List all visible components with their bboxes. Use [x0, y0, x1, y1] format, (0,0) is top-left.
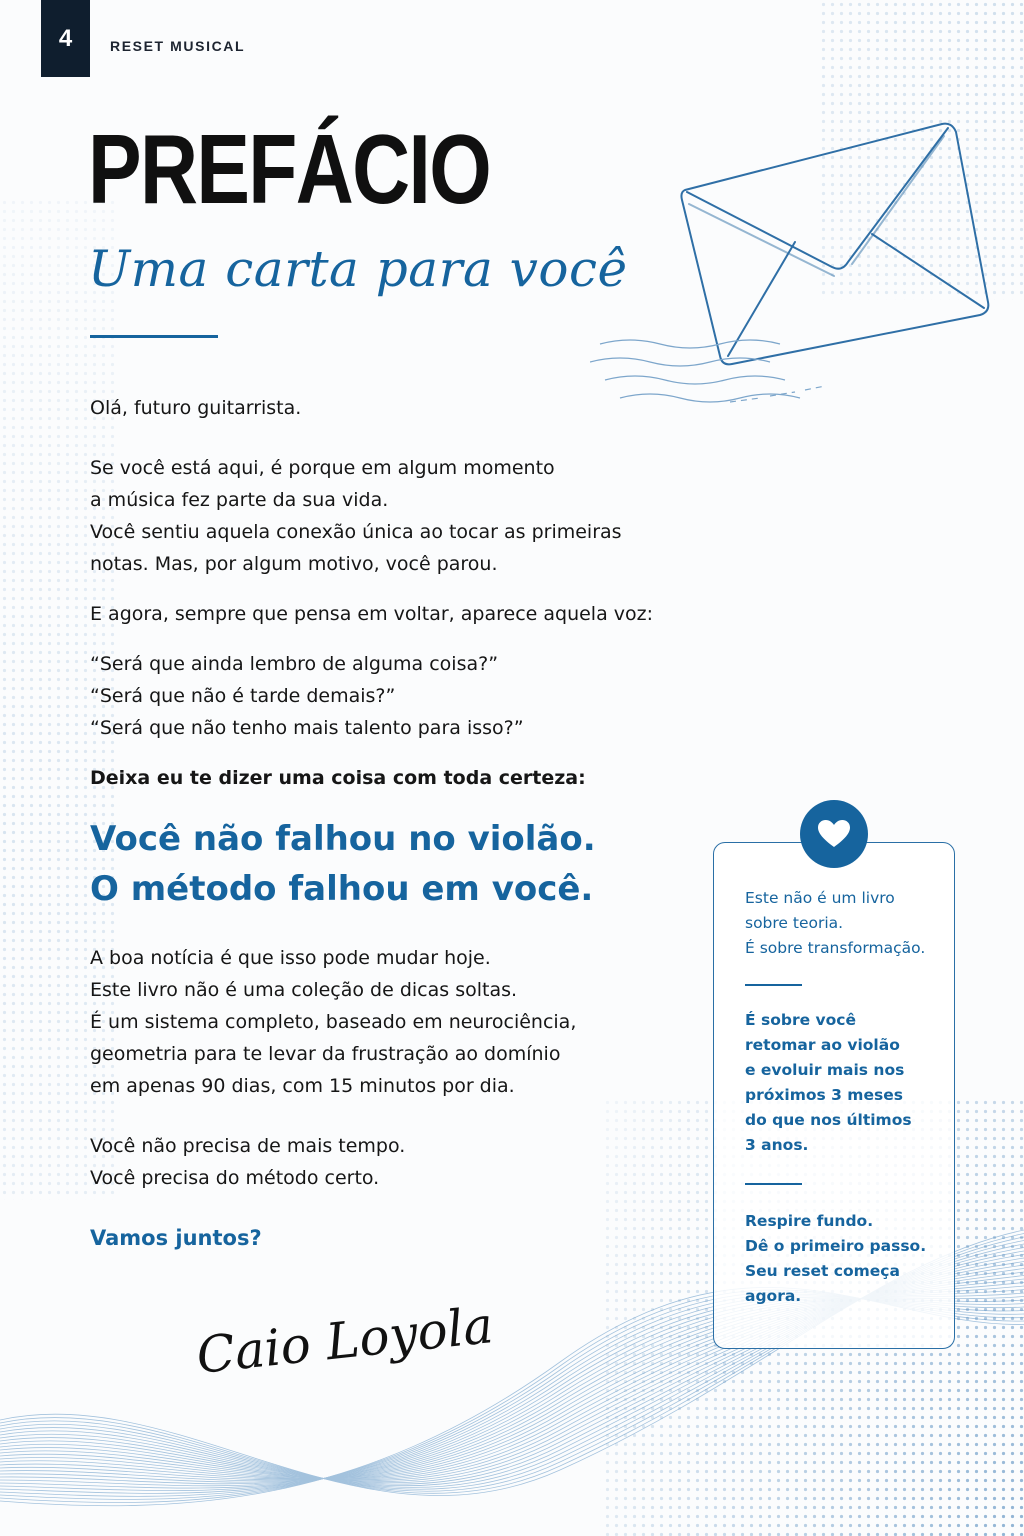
heart-badge	[800, 800, 868, 868]
card-line: do que nos últimos	[745, 1111, 912, 1129]
paragraph-line: Você precisa do método certo.	[90, 1167, 380, 1189]
lead-in: Deixa eu te dizer uma coisa com toda certeza:	[90, 767, 586, 789]
card-line: É sobre transformação.	[745, 939, 926, 957]
signature-text: Caio Loyola	[193, 1296, 496, 1385]
paragraph-line: a música fez parte da sua vida.	[90, 489, 389, 511]
card-line: 3 anos.	[745, 1136, 809, 1154]
card-line: Dê o primeiro passo.	[745, 1237, 927, 1255]
card-line: retomar ao violão	[745, 1036, 900, 1054]
paragraph-line: Este livro não é uma coleção de dicas soltas.	[90, 979, 518, 1001]
paragraph-4	[90, 1130, 700, 1194]
greeting: Olá, futuro guitarrista.	[90, 397, 302, 419]
page-title: PREFÁCIO	[88, 114, 491, 224]
paragraph-line: Você não precisa de mais tempo.	[90, 1135, 406, 1157]
paragraph-line: geometria para te levar da frustração ao domínio	[90, 1043, 561, 1065]
paragraph-line: A boa notícia é que isso pode mudar hoje.	[90, 947, 491, 969]
paragraph-line: em apenas 90 dias, com 15 minutos por dia.	[90, 1075, 515, 1097]
highlight-line: Você não falhou no violão.	[90, 819, 596, 859]
card-divider	[745, 984, 802, 986]
heart-icon	[817, 819, 851, 849]
quote-line: “Será que ainda lembro de alguma coisa?”	[90, 653, 499, 675]
card-block-1	[745, 886, 945, 961]
envelope-icon	[590, 112, 1010, 432]
page-number: 4	[41, 0, 90, 77]
card-line: agora.	[745, 1287, 802, 1305]
paragraph-line: Se você está aqui, é porque em algum momento	[90, 457, 555, 479]
paragraph-3	[90, 942, 700, 1102]
card-block-2	[745, 1008, 945, 1158]
signature	[190, 1270, 500, 1390]
card-block-3	[745, 1209, 945, 1309]
paragraph-1	[90, 452, 700, 580]
card-line: sobre teoria.	[745, 914, 844, 932]
card-line: próximos 3 meses	[745, 1086, 903, 1104]
card-line: Respire fundo.	[745, 1212, 874, 1230]
card-line: É sobre você	[745, 1011, 856, 1029]
quote-line: “Será que não é tarde demais?”	[90, 685, 396, 707]
card-divider	[745, 1183, 802, 1185]
highlight-line: O método falhou em você.	[90, 869, 594, 909]
highlight-statement	[90, 814, 700, 914]
quote-line: “Será que não tenho mais talento para isso?”	[90, 717, 524, 739]
paragraph-2: E agora, sempre que pensa em voltar, aparece aquela voz:	[90, 603, 654, 625]
paragraph-line: Você sentiu aquela conexão única ao tocar as primeiras	[90, 521, 622, 543]
card-line: e evoluir mais nos	[745, 1061, 905, 1079]
running-title: RESET MUSICAL	[110, 38, 246, 54]
paragraph-line: É um sistema completo, baseado em neurociência,	[90, 1011, 577, 1033]
page-subtitle: Uma carta para você	[88, 240, 628, 298]
call-to-action: Vamos juntos?	[90, 1226, 262, 1250]
paragraph-line: notas. Mas, por algum motivo, você parou.	[90, 553, 498, 575]
title-divider	[90, 335, 218, 338]
quotes	[90, 648, 700, 744]
card-line: Este não é um livro	[745, 889, 895, 907]
card-line: Seu reset começa	[745, 1262, 900, 1280]
letter-body	[90, 392, 700, 1254]
